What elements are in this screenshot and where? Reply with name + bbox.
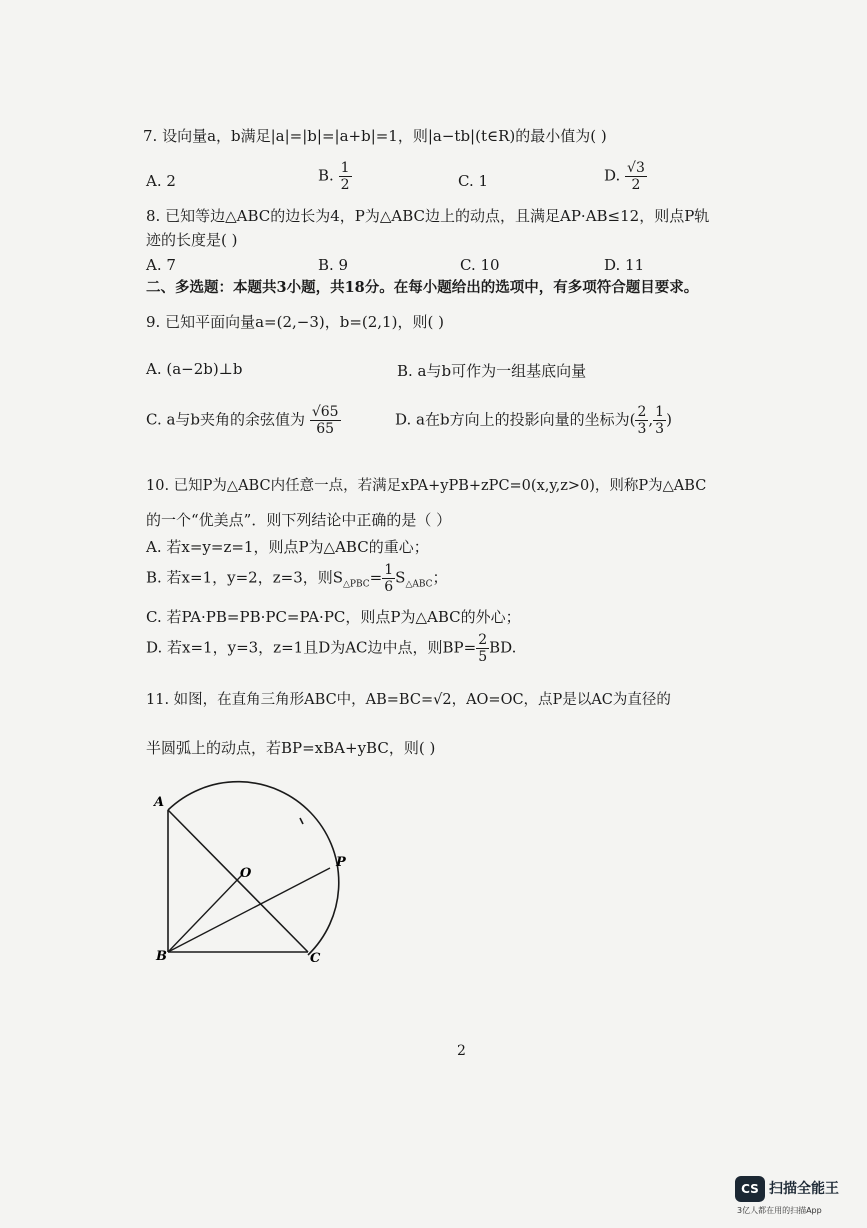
q7-option-b-denominator: 2 (340, 177, 350, 193)
q8-option-d: D. 11 (604, 256, 645, 274)
scanner-watermark (735, 1176, 855, 1216)
q10-stem-line1: 10. 已知P为△ABC内任意一点，若满足xPA+yPB+zPC=0(x,y,z>0)，则称P为△ABC (146, 478, 707, 494)
q7-option-b-numerator: 1 (340, 160, 350, 176)
q10-option-c: C. 若PA·PB=PB·PC=PA·PC，则点P为△ABC的外心； (146, 608, 521, 626)
q10-option-d-pre: D. 若x=1，y=3，z=1且D为AC边中点，则BP= (146, 638, 477, 657)
q10-option-d-post: BD. (489, 638, 517, 657)
q7-option-b-fraction (339, 160, 352, 193)
q7-option-d (604, 160, 647, 193)
q9-option-d-denominator-1: 3 (637, 421, 647, 437)
q7-option-b-label: B. (318, 166, 334, 185)
q11-stem-line2: 半圆弧上的动点，若BP=xBA+yBC，则( ) (146, 739, 436, 757)
brand-name: 扫描全能王 (769, 1181, 839, 1197)
q9-option-d-denominator-2: 3 (655, 421, 665, 437)
q9-option-d-fraction-2 (653, 404, 666, 437)
triangle-semicircle-figure (150, 780, 350, 970)
q9-option-d-numerator-2: 1 (655, 404, 665, 420)
q7-option-d-label: D. (604, 166, 621, 185)
label-a: A (154, 795, 165, 810)
q7-option-d-numerator: √3 (627, 160, 645, 176)
q9-option-c-numerator: √65 (311, 404, 339, 420)
q9-option-d: D. a在b方向上的投影向量的坐标为( $\frac{2}{3}$ , $\frac{1}{3}$ ) (395, 404, 672, 437)
q8-option-c: C. 10 (460, 256, 500, 274)
q9-option-b: B. a与b可作为一组基底向量 (397, 362, 587, 380)
label-c: C (310, 951, 321, 966)
q7-option-b (318, 160, 352, 193)
q11-stem-line1: 11. 如图，在直角三角形ABC中，AB=BC=√2，AO=OC，点P是以AC为直径的 (146, 692, 671, 708)
segment-bo (168, 875, 242, 952)
q10-option-b-sub1: △PBC (343, 579, 370, 590)
q7-option-c: C. 1 (458, 172, 489, 190)
q8-option-b: B. 9 (318, 256, 349, 274)
q7-stem: 7. 设向量a，b满足|a|=|b|=|a+b|=1，则|a−tb|(t∈R)的最小值为( ) (143, 127, 607, 145)
q10-stem-line2: 的一个“优美点”．则下列结论中正确的是（ ） (146, 511, 452, 529)
q9-option-d-close: ) (666, 410, 672, 429)
q7-option-d-denominator: 2 (631, 177, 641, 193)
q10-option-d-fraction (476, 632, 489, 665)
q8-stem-line2: 迹的长度是( ) (146, 231, 238, 249)
q10-option-b-post: S (395, 568, 406, 587)
q10-option-b-sub2: △ABC (405, 579, 433, 590)
q10-option-b-fraction (382, 562, 395, 595)
q9-option-c-fraction (310, 404, 341, 437)
label-p: P (336, 855, 346, 870)
label-o: O (240, 866, 252, 881)
label-b: B (156, 949, 167, 964)
q7-option-d-fraction (625, 160, 647, 193)
page-number: 2 (457, 1043, 466, 1059)
q10-option-b-numerator: 1 (384, 562, 394, 578)
q9-option-c-text: C. a与b夹角的余弦值为 (146, 410, 306, 429)
q10-option-b (146, 562, 448, 595)
q9-option-c-denominator: 65 (316, 421, 335, 437)
q10-option-d-numerator: 2 (478, 632, 488, 648)
q9-stem: 9. 已知平面向量a=(2,−3)，b=(2,1)，则( ) (146, 313, 444, 331)
q10-option-d-denominator: 5 (478, 649, 488, 665)
cs-logo-icon: CS (735, 1176, 765, 1202)
q7-option-a: A. 2 (146, 172, 176, 190)
q9-option-d-text: D. a在b方向上的投影向量的坐标为( (395, 410, 636, 429)
q10-option-a: A. 若x=y=z=1，则点P为△ABC的重心； (146, 538, 429, 556)
q10-option-b-eq: = (369, 568, 383, 587)
q9-option-a: A. (a−2b)⊥b (146, 360, 243, 378)
q8-option-a: A. 7 (146, 256, 176, 274)
q10-option-b-pre: B. 若x=1，y=2，z=3，则S (146, 568, 344, 587)
brand-tagline: 3亿人都在用的扫描App (737, 1206, 822, 1215)
semicircle-arc (168, 782, 339, 955)
section-2-heading: 二、多选题：本题共3小题，共18分。在每小题给出的选项中，有多项符合题目要求。 (146, 279, 699, 296)
q9-option-d-numerator-1: 2 (637, 404, 647, 420)
q10-option-b-end: ； (432, 568, 448, 587)
q10-option-d (146, 632, 516, 665)
q10-option-b-denominator: 6 (384, 579, 394, 595)
arc-tick-mark (300, 818, 303, 824)
q8-stem-line1: 8. 已知等边△ABC的边长为4，P为△ABC边上的动点，且满足AP·AB≤12，则点P轨 (146, 207, 710, 225)
q9-option-d-fraction-1 (635, 404, 648, 437)
q9-option-c (146, 404, 341, 437)
